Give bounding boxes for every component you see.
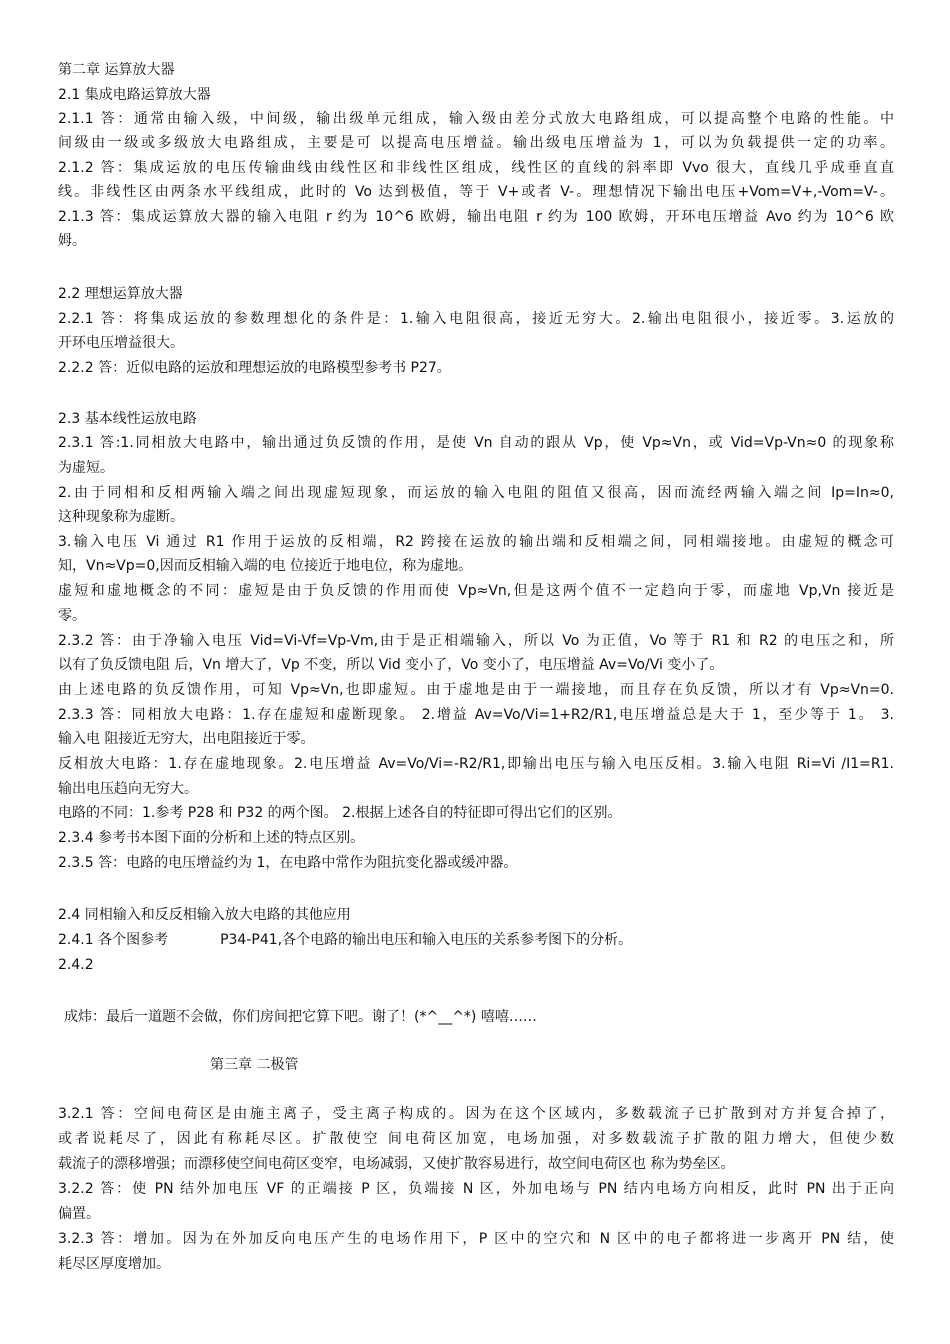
text-line: 2.3.3 答：同相放大电路：1.存在虚短和虚断现象。 2.增益 Av=Vo/Vi=1+R2/R1,电压增益总是大于 1，至少等于 1。 3. [58, 707, 894, 723]
text-line: 2.3.4 参考书本图下面的分析和上述的特点区别。 [58, 830, 365, 846]
text-line: 输出电压趋向无穷大。 [58, 781, 198, 797]
text-line: 2.3.1 答:1.同相放大电路中，输出通过负反馈的作用，是使 Vn 自动的跟从 Vp，使 Vp≈Vn，或 Vid=Vp-Vn≈0 的现象称 [58, 435, 894, 451]
chapter-3-title: 第三章 二极管 [210, 1057, 299, 1073]
section-2-3-heading: 2.3 基本线性运放电路 [58, 411, 197, 427]
text-line: 线。非线性区由两条水平线组成，此时的 Vo 达到极值，等于 V+或者 V-。理想情况下输出电压+Vom=V+,-Vom=V-。 [58, 184, 894, 200]
text-line: 2.1.3 答：集成运算放大器的输入电阻 r 约为 10^6 欧姆，输出电阻 r 约为 100 欧姆，开环电压增益 Avo 约为 10^6 欧 [58, 209, 894, 225]
section-2-1-heading: 2.1 集成电路运算放大器 [58, 87, 211, 103]
text-fragment: 2.4.1 各个图参考 [58, 932, 169, 948]
text-line: 2.2.2 答：近似电路的运放和理想运放的电路模型参考书 P27。 [58, 360, 451, 376]
text-line: 这种现象称为虚断。 [58, 509, 184, 525]
text-line [58, 929, 894, 952]
note-line: 成炜：最后一道题不会做，你们房间把它算下吧。谢了！(*^__^*) 嘻嘻…… [64, 1009, 537, 1025]
text-line: 耗尽区厚度增加。 [58, 1256, 170, 1272]
text-line: 2.1.1 答：通常由输入级，中间级，输出级单元组成，输入级由差分式放大电路组成，可以提高整个电路的性能。中 [58, 111, 894, 127]
section-2-2-heading: 2.2 理想运算放大器 [58, 286, 183, 302]
text-line: 由上述电路的负反馈作用，可知 Vp≈Vn,也即虚短。由于虚地是由于一端接地，而且存在负反馈，所以才有 Vp≈Vn=0. [58, 682, 894, 698]
text-line: 2.3.2 答：由于净输入电压 Vid=Vi-Vf=Vp-Vm,由于是正相端输入，所以 Vo 为正值，Vo 等于 R1 和 R2 的电压之和，所 [58, 633, 894, 649]
text-line: 反相放大电路：1.存在虚地现象。2.电压增益 Av=Vo/Vi=-R2/R1,即输出电压与输入电压反相。3.输入电阻 Ri=Vi /I1=R1. [58, 756, 894, 772]
text-line: 3.输入电压 Vi 通过 R1 作用于运放的反相端，R2 跨接在运放的输出端和反相端之间，同相端接地。由虚短的概念可 [58, 534, 894, 550]
text-line: 3.2.2 答：使 PN 结外加电压 VF 的正端接 P 区，负端接 N 区，外加电场与 PN 结内电场方向相反，此时 PN 出于正向 [58, 1181, 894, 1197]
text-line: 姆。 [58, 233, 86, 249]
text-line: 或者说耗尽了，因此有称耗尽区。扩散使空 间电荷区加宽，电场加强，对多数载流子扩散的阻力增大，但使少数 [58, 1131, 894, 1147]
text-line: 2.4.2 [58, 957, 94, 973]
text-line: 零。 [58, 608, 86, 624]
text-line: 输入电 阻接近无穷大，出电阻接近于零。 [58, 731, 315, 747]
text-line: 知，Vn≈Vp=0,因而反相输入端的电 位接近于地电位，称为虚地。 [58, 558, 473, 574]
text-line: 虚短和虚地概念的不同：虚短是由于负反馈的作用而使 Vp≈Vn,但是这两个值不一定趋向于零，而虚地 Vp,Vn 接近是 [58, 583, 894, 599]
text-line: 为虚短。 [58, 460, 114, 476]
text-line: 偏置。 [58, 1206, 100, 1222]
text-line: 以有了负反馈电阻 后，Vn 增大了，Vp 不变，所以 Vid 变小了，Vo 变小了，电压增益 Av=Vo/Vi 变小了。 [58, 657, 724, 673]
text-line: 载流子的漂移增强；而漂移使空间电荷区变窄，电场减弱，又使扩散容易进行，故空间电荷区也 称为势垒区。 [58, 1156, 735, 1172]
text-line: 2.1.2 答：集成运放的电压传输曲线由线性区和非线性区组成，线性区的直线的斜率即 Vvo 很大，直线几乎成垂直直 [58, 160, 894, 176]
text-line: 2.2.1 答：将集成运放的参数理想化的条件是：1.输入电阻很高，接近无穷大。2.输出电阻很小，接近零。3.运放的 [58, 311, 894, 327]
text-line: 2.由于同相和反相两输入端之间出现虚短现象，而运放的输入电阻的阻值又很高，因而流经两输入端之间 Ip=In≈0, [58, 485, 894, 501]
section-2-4-heading: 2.4 同相输入和反反相输入放大电路的其他应用 [58, 907, 351, 923]
text-line: 电路的不同：1.参考 P28 和 P32 的两个图。 2.根据上述各自的特征即可得出它们的区别。 [58, 805, 622, 821]
text-line: 3.2.1 答：空间电荷区是由施主离子，受主离子构成的。因为在这个区域内，多数载流子已扩散到对方并复合掉了， [58, 1106, 894, 1122]
chapter-2-title: 第二章 运算放大器 [58, 62, 175, 78]
text-line: 开环电压增益很大。 [58, 335, 184, 351]
text-line: 2.3.5 答：电路的电压增益约为 1，在电路中常作为阻抗变化器或缓冲器。 [58, 855, 518, 871]
text-line: 间级由一级或多级放大电路组成，主要是可 以提高电压增益。输出级电压增益为 1，可以为负载提供一定的功率。 [58, 135, 894, 151]
text-fragment: P34-P41,各个电路的输出电压和输入电压的关系参考图下的分析。 [220, 932, 633, 948]
text-line: 3.2.3 答：增加。因为在外加反向电压产生的电场作用下，P 区中的空穴和 N 区中的电子都将进一步离开 PN 结，使 [58, 1231, 894, 1247]
